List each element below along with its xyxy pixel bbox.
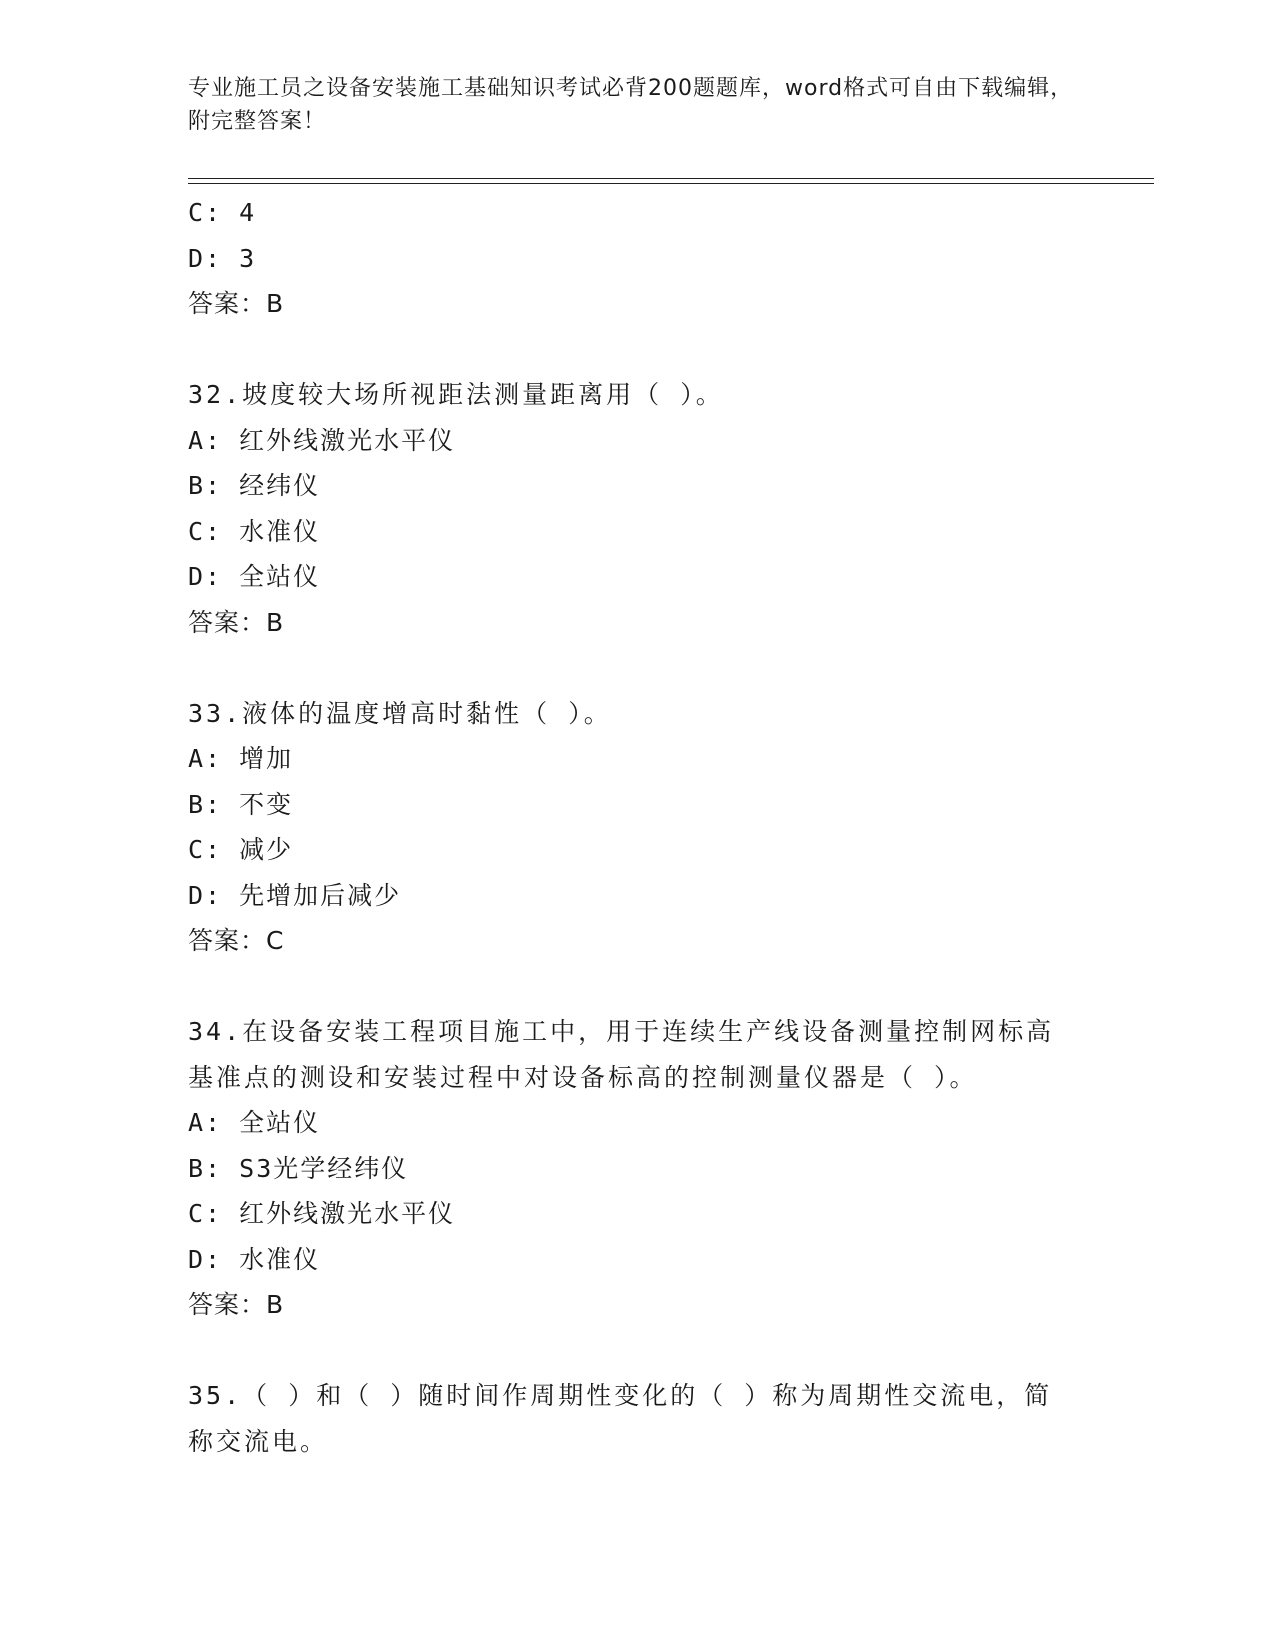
option-b: B: 经纬仪 [188,471,321,500]
answer-line: 答案：B [188,607,285,637]
header-divider-bottom [188,183,1154,184]
document-title: 专业施工员之设备安装施工基础知识考试必背200题题库，word格式可自由下载编辑，附完整答案！ [188,76,1074,134]
question-35 [188,1373,1088,1464]
option-c: C: 红外线激光水平仪 [188,1199,456,1228]
option-a: A: 增加 [188,744,294,773]
question-text: 33.液体的温度增高时黏性（ ）。 [188,698,612,728]
spacer [188,327,1088,373]
option-c: C: 水准仪 [188,516,321,546]
question-34 [188,1009,1088,1328]
question-list [188,190,1088,1464]
question-fragment-31 [188,190,1088,327]
option-b: B: 不变 [188,789,294,819]
option-a: A: 全站仪 [188,1108,321,1137]
answer-line: 答案：B [188,289,285,318]
option-c: C: 4 [188,198,257,227]
answer-line: 答案：C [188,926,285,955]
answer-line: 答案：B [188,1290,285,1319]
option-d: D: 3 [188,243,257,273]
option-c: C: 减少 [188,835,294,864]
document-header [188,72,1088,138]
question-32 [188,372,1088,645]
question-text: 32.坡度较大场所视距法测量距离用（ ）。 [188,380,724,409]
header-divider-top [188,178,1154,179]
spacer [188,645,1088,691]
option-d: D: 全站仪 [188,562,321,591]
option-b: B: S3光学经纬仪 [188,1153,409,1183]
question-text: 35.（ ）和（ ）随时间作周期性变化的（ ）称为周期性交流电，简称交流电。 [188,1381,1053,1456]
option-d: D: 水准仪 [188,1244,321,1274]
question-33 [188,691,1088,964]
option-a: A: 红外线激光水平仪 [188,425,456,455]
question-text: 34.在设备安装工程项目施工中，用于连续生产线设备测量控制网标高基准点的测设和安装过程中对设备标高的控制测量仪器是（ ）。 [188,1017,1055,1092]
spacer [188,1328,1088,1374]
option-d: D: 先增加后减少 [188,880,402,910]
spacer [188,964,1088,1010]
